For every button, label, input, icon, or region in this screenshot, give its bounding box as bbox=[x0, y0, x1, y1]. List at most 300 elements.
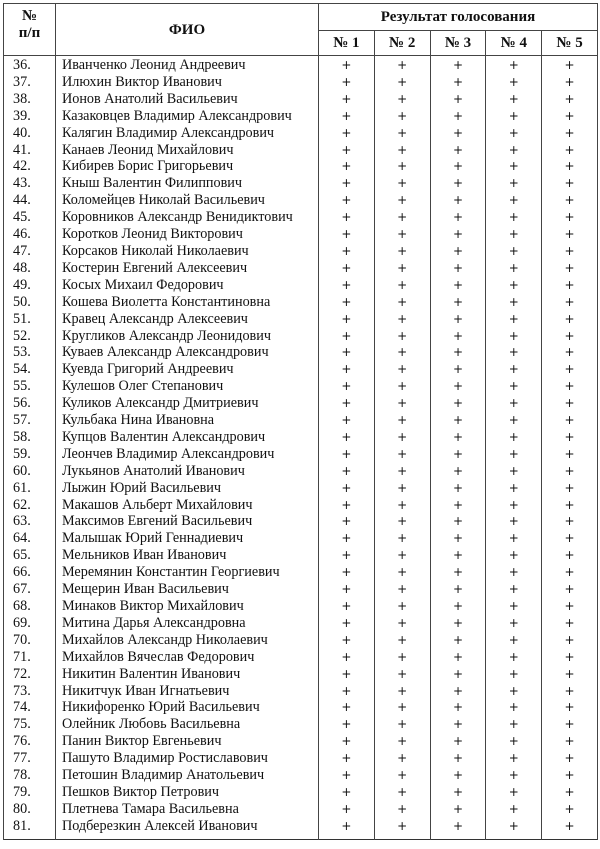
vote-2-mark: + bbox=[374, 328, 430, 345]
vote-5-mark: + bbox=[542, 158, 598, 175]
vote-4-mark: + bbox=[486, 716, 542, 733]
vote-2-mark: + bbox=[374, 649, 430, 666]
vote-1-mark: + bbox=[319, 378, 375, 395]
vote-5-mark: + bbox=[542, 56, 598, 74]
vote-5-mark: + bbox=[542, 412, 598, 429]
vote-4-mark: + bbox=[486, 801, 542, 818]
vote-4-mark: + bbox=[486, 733, 542, 750]
header-vote-1: № 1 bbox=[319, 31, 375, 56]
deputy-name: Никитин Валентин Иванович bbox=[56, 666, 319, 683]
vote-5-mark: + bbox=[542, 530, 598, 547]
voting-results-table bbox=[3, 3, 598, 840]
vote-3-mark: + bbox=[430, 260, 486, 277]
vote-5-mark: + bbox=[542, 699, 598, 716]
header-vote-3: № 3 bbox=[430, 31, 486, 56]
table-row bbox=[4, 497, 598, 514]
vote-4-mark: + bbox=[486, 699, 542, 716]
table-row bbox=[4, 649, 598, 666]
vote-3-mark: + bbox=[430, 750, 486, 767]
row-number: 43. bbox=[4, 175, 56, 192]
vote-4-mark: + bbox=[486, 395, 542, 412]
vote-1-mark: + bbox=[319, 683, 375, 700]
table-row bbox=[4, 530, 598, 547]
row-number: 59. bbox=[4, 446, 56, 463]
vote-1-mark: + bbox=[319, 784, 375, 801]
vote-1-mark: + bbox=[319, 547, 375, 564]
vote-2-mark: + bbox=[374, 564, 430, 581]
vote-5-mark: + bbox=[542, 632, 598, 649]
vote-1-mark: + bbox=[319, 497, 375, 514]
vote-3-mark: + bbox=[430, 530, 486, 547]
vote-3-mark: + bbox=[430, 446, 486, 463]
vote-4-mark: + bbox=[486, 412, 542, 429]
vote-3-mark: + bbox=[430, 497, 486, 514]
vote-5-mark: + bbox=[542, 328, 598, 345]
vote-1-mark: + bbox=[319, 564, 375, 581]
vote-3-mark: + bbox=[430, 311, 486, 328]
vote-2-mark: + bbox=[374, 784, 430, 801]
row-number: 38. bbox=[4, 91, 56, 108]
table-row bbox=[4, 344, 598, 361]
row-number: 39. bbox=[4, 108, 56, 125]
vote-5-mark: + bbox=[542, 463, 598, 480]
row-number: 55. bbox=[4, 378, 56, 395]
vote-5-mark: + bbox=[542, 801, 598, 818]
table-row bbox=[4, 801, 598, 818]
vote-2-mark: + bbox=[374, 632, 430, 649]
deputy-name: Лыжин Юрий Васильевич bbox=[56, 480, 319, 497]
vote-3-mark: + bbox=[430, 683, 486, 700]
vote-4-mark: + bbox=[486, 683, 542, 700]
vote-3-mark: + bbox=[430, 412, 486, 429]
table-row bbox=[4, 615, 598, 632]
vote-5-mark: + bbox=[542, 125, 598, 142]
vote-3-mark: + bbox=[430, 513, 486, 530]
table-row bbox=[4, 666, 598, 683]
vote-1-mark: + bbox=[319, 175, 375, 192]
deputy-name: Кошева Виолетта Константиновна bbox=[56, 294, 319, 311]
row-number: 80. bbox=[4, 801, 56, 818]
vote-3-mark: + bbox=[430, 767, 486, 784]
vote-1-mark: + bbox=[319, 108, 375, 125]
row-number: 60. bbox=[4, 463, 56, 480]
vote-4-mark: + bbox=[486, 615, 542, 632]
vote-5-mark: + bbox=[542, 564, 598, 581]
vote-1-mark: + bbox=[319, 294, 375, 311]
vote-2-mark: + bbox=[374, 581, 430, 598]
vote-1-mark: + bbox=[319, 56, 375, 74]
vote-2-mark: + bbox=[374, 412, 430, 429]
vote-2-mark: + bbox=[374, 547, 430, 564]
table-row bbox=[4, 547, 598, 564]
table-row bbox=[4, 74, 598, 91]
row-number: 68. bbox=[4, 598, 56, 615]
vote-3-mark: + bbox=[430, 666, 486, 683]
vote-3-mark: + bbox=[430, 294, 486, 311]
deputy-name: Пешков Виктор Петрович bbox=[56, 784, 319, 801]
vote-5-mark: + bbox=[542, 361, 598, 378]
row-number: 65. bbox=[4, 547, 56, 564]
row-number: 78. bbox=[4, 767, 56, 784]
table-body bbox=[4, 56, 598, 840]
deputy-name: Илюхин Виктор Иванович bbox=[56, 74, 319, 91]
deputy-name: Никитчук Иван Игнатьевич bbox=[56, 683, 319, 700]
table-row bbox=[4, 480, 598, 497]
vote-2-mark: + bbox=[374, 344, 430, 361]
deputy-name: Пашуто Владимир Ростиславович bbox=[56, 750, 319, 767]
vote-1-mark: + bbox=[319, 395, 375, 412]
vote-4-mark: + bbox=[486, 598, 542, 615]
vote-5-mark: + bbox=[542, 344, 598, 361]
vote-3-mark: + bbox=[430, 733, 486, 750]
vote-1-mark: + bbox=[319, 412, 375, 429]
row-number: 37. bbox=[4, 74, 56, 91]
vote-5-mark: + bbox=[542, 649, 598, 666]
vote-4-mark: + bbox=[486, 142, 542, 159]
deputy-name: Максимов Евгений Васильевич bbox=[56, 513, 319, 530]
vote-4-mark: + bbox=[486, 818, 542, 839]
table-row bbox=[4, 429, 598, 446]
vote-5-mark: + bbox=[542, 666, 598, 683]
vote-3-mark: + bbox=[430, 175, 486, 192]
vote-4-mark: + bbox=[486, 158, 542, 175]
deputy-name: Макашов Альберт Михайлович bbox=[56, 497, 319, 514]
table-row bbox=[4, 733, 598, 750]
vote-1-mark: + bbox=[319, 530, 375, 547]
vote-3-mark: + bbox=[430, 56, 486, 74]
vote-3-mark: + bbox=[430, 649, 486, 666]
vote-4-mark: + bbox=[486, 750, 542, 767]
vote-5-mark: + bbox=[542, 395, 598, 412]
vote-4-mark: + bbox=[486, 547, 542, 564]
vote-4-mark: + bbox=[486, 108, 542, 125]
vote-2-mark: + bbox=[374, 108, 430, 125]
vote-3-mark: + bbox=[430, 547, 486, 564]
row-number: 50. bbox=[4, 294, 56, 311]
vote-3-mark: + bbox=[430, 192, 486, 209]
vote-3-mark: + bbox=[430, 243, 486, 260]
table-row bbox=[4, 750, 598, 767]
table-row bbox=[4, 209, 598, 226]
vote-4-mark: + bbox=[486, 175, 542, 192]
vote-3-mark: + bbox=[430, 716, 486, 733]
vote-2-mark: + bbox=[374, 395, 430, 412]
vote-2-mark: + bbox=[374, 175, 430, 192]
header-row-number bbox=[4, 4, 56, 56]
vote-5-mark: + bbox=[542, 243, 598, 260]
vote-4-mark: + bbox=[486, 784, 542, 801]
vote-1-mark: + bbox=[319, 733, 375, 750]
vote-4-mark: + bbox=[486, 361, 542, 378]
table-row bbox=[4, 699, 598, 716]
deputy-name: Плетнева Тамара Васильевна bbox=[56, 801, 319, 818]
vote-1-mark: + bbox=[319, 91, 375, 108]
vote-5-mark: + bbox=[542, 818, 598, 839]
table-row bbox=[4, 446, 598, 463]
vote-2-mark: + bbox=[374, 91, 430, 108]
vote-5-mark: + bbox=[542, 175, 598, 192]
vote-2-mark: + bbox=[374, 446, 430, 463]
row-number: 62. bbox=[4, 497, 56, 514]
vote-4-mark: + bbox=[486, 513, 542, 530]
vote-3-mark: + bbox=[430, 226, 486, 243]
vote-1-mark: + bbox=[319, 801, 375, 818]
vote-5-mark: + bbox=[542, 429, 598, 446]
table-row bbox=[4, 683, 598, 700]
vote-4-mark: + bbox=[486, 463, 542, 480]
row-number: 63. bbox=[4, 513, 56, 530]
table-row bbox=[4, 395, 598, 412]
vote-5-mark: + bbox=[542, 581, 598, 598]
header-full-name: ФИО bbox=[56, 4, 319, 56]
vote-1-mark: + bbox=[319, 446, 375, 463]
row-number: 40. bbox=[4, 125, 56, 142]
vote-2-mark: + bbox=[374, 530, 430, 547]
deputy-name: Мещерин Иван Васильевич bbox=[56, 581, 319, 598]
deputy-name: Михайлов Вячеслав Федорович bbox=[56, 649, 319, 666]
row-number: 74. bbox=[4, 699, 56, 716]
table-row bbox=[4, 784, 598, 801]
vote-5-mark: + bbox=[542, 277, 598, 294]
row-number: 42. bbox=[4, 158, 56, 175]
deputy-name: Куевда Григорий Андреевич bbox=[56, 361, 319, 378]
deputy-name: Коротков Леонид Викторович bbox=[56, 226, 319, 243]
vote-5-mark: + bbox=[542, 91, 598, 108]
vote-5-mark: + bbox=[542, 547, 598, 564]
vote-1-mark: + bbox=[319, 649, 375, 666]
row-number: 52. bbox=[4, 328, 56, 345]
row-number: 81. bbox=[4, 818, 56, 839]
row-number: 61. bbox=[4, 480, 56, 497]
deputy-name: Митина Дарья Александровна bbox=[56, 615, 319, 632]
table-row bbox=[4, 818, 598, 839]
vote-3-mark: + bbox=[430, 395, 486, 412]
row-number: 58. bbox=[4, 429, 56, 446]
table-row bbox=[4, 91, 598, 108]
vote-4-mark: + bbox=[486, 666, 542, 683]
vote-4-mark: + bbox=[486, 480, 542, 497]
vote-2-mark: + bbox=[374, 209, 430, 226]
row-number: 49. bbox=[4, 277, 56, 294]
row-number: 54. bbox=[4, 361, 56, 378]
deputy-name: Ионов Анатолий Васильевич bbox=[56, 91, 319, 108]
vote-2-mark: + bbox=[374, 598, 430, 615]
header-vote-4: № 4 bbox=[486, 31, 542, 56]
table-row bbox=[4, 716, 598, 733]
table-row bbox=[4, 56, 598, 74]
vote-4-mark: + bbox=[486, 649, 542, 666]
deputy-name: Кныш Валентин Филиппович bbox=[56, 175, 319, 192]
header-voting-result: Результат голосования bbox=[319, 4, 598, 31]
deputy-name: Малышак Юрий Геннадиевич bbox=[56, 530, 319, 547]
table-row bbox=[4, 361, 598, 378]
vote-1-mark: + bbox=[319, 699, 375, 716]
vote-2-mark: + bbox=[374, 666, 430, 683]
header-vote-5: № 5 bbox=[542, 31, 598, 56]
table-row bbox=[4, 192, 598, 209]
vote-1-mark: + bbox=[319, 277, 375, 294]
vote-3-mark: + bbox=[430, 784, 486, 801]
table-row bbox=[4, 564, 598, 581]
vote-3-mark: + bbox=[430, 344, 486, 361]
deputy-name: Леончев Владимир Александрович bbox=[56, 446, 319, 463]
vote-4-mark: + bbox=[486, 125, 542, 142]
table-row bbox=[4, 158, 598, 175]
deputy-name: Калягин Владимир Александрович bbox=[56, 125, 319, 142]
vote-5-mark: + bbox=[542, 784, 598, 801]
deputy-name: Корсаков Николай Николаевич bbox=[56, 243, 319, 260]
vote-3-mark: + bbox=[430, 480, 486, 497]
vote-2-mark: + bbox=[374, 818, 430, 839]
vote-5-mark: + bbox=[542, 192, 598, 209]
vote-5-mark: + bbox=[542, 142, 598, 159]
vote-3-mark: + bbox=[430, 158, 486, 175]
vote-4-mark: + bbox=[486, 429, 542, 446]
vote-5-mark: + bbox=[542, 513, 598, 530]
vote-4-mark: + bbox=[486, 344, 542, 361]
deputy-name: Меремянин Константин Георгиевич bbox=[56, 564, 319, 581]
vote-5-mark: + bbox=[542, 294, 598, 311]
vote-1-mark: + bbox=[319, 361, 375, 378]
vote-2-mark: + bbox=[374, 361, 430, 378]
vote-2-mark: + bbox=[374, 463, 430, 480]
vote-2-mark: + bbox=[374, 142, 430, 159]
deputy-name: Петошин Владимир Анатольевич bbox=[56, 767, 319, 784]
vote-3-mark: + bbox=[430, 125, 486, 142]
table-row bbox=[4, 260, 598, 277]
vote-1-mark: + bbox=[319, 666, 375, 683]
row-number: 79. bbox=[4, 784, 56, 801]
vote-2-mark: + bbox=[374, 767, 430, 784]
vote-3-mark: + bbox=[430, 142, 486, 159]
header-number-abbrev: п/п bbox=[18, 25, 41, 41]
deputy-name: Подберезкин Алексей Иванович bbox=[56, 818, 319, 839]
vote-5-mark: + bbox=[542, 260, 598, 277]
vote-2-mark: + bbox=[374, 513, 430, 530]
deputy-name: Мельников Иван Иванович bbox=[56, 547, 319, 564]
vote-3-mark: + bbox=[430, 91, 486, 108]
row-number: 51. bbox=[4, 311, 56, 328]
vote-4-mark: + bbox=[486, 328, 542, 345]
vote-2-mark: + bbox=[374, 243, 430, 260]
vote-2-mark: + bbox=[374, 683, 430, 700]
row-number: 56. bbox=[4, 395, 56, 412]
vote-2-mark: + bbox=[374, 497, 430, 514]
vote-1-mark: + bbox=[319, 328, 375, 345]
row-number: 45. bbox=[4, 209, 56, 226]
vote-1-mark: + bbox=[319, 260, 375, 277]
deputy-name: Панин Виктор Евгеньевич bbox=[56, 733, 319, 750]
vote-2-mark: + bbox=[374, 750, 430, 767]
deputy-name: Коломейцев Николай Васильевич bbox=[56, 192, 319, 209]
vote-4-mark: + bbox=[486, 192, 542, 209]
table-header bbox=[4, 4, 598, 56]
vote-5-mark: + bbox=[542, 226, 598, 243]
vote-4-mark: + bbox=[486, 564, 542, 581]
row-number: 69. bbox=[4, 615, 56, 632]
vote-2-mark: + bbox=[374, 294, 430, 311]
vote-2-mark: + bbox=[374, 158, 430, 175]
deputy-name: Канаев Леонид Михайлович bbox=[56, 142, 319, 159]
vote-3-mark: + bbox=[430, 463, 486, 480]
vote-2-mark: + bbox=[374, 125, 430, 142]
vote-1-mark: + bbox=[319, 142, 375, 159]
vote-4-mark: + bbox=[486, 581, 542, 598]
vote-4-mark: + bbox=[486, 632, 542, 649]
deputy-name: Куваев Александр Александрович bbox=[56, 344, 319, 361]
vote-1-mark: + bbox=[319, 480, 375, 497]
header-number-symbol: № bbox=[21, 8, 38, 24]
vote-3-mark: + bbox=[430, 277, 486, 294]
vote-2-mark: + bbox=[374, 311, 430, 328]
table-row bbox=[4, 226, 598, 243]
deputy-name: Кулешов Олег Степанович bbox=[56, 378, 319, 395]
vote-1-mark: + bbox=[319, 767, 375, 784]
vote-4-mark: + bbox=[486, 226, 542, 243]
vote-3-mark: + bbox=[430, 615, 486, 632]
table-row bbox=[4, 277, 598, 294]
vote-1-mark: + bbox=[319, 598, 375, 615]
vote-3-mark: + bbox=[430, 74, 486, 91]
row-number: 76. bbox=[4, 733, 56, 750]
vote-5-mark: + bbox=[542, 74, 598, 91]
row-number: 44. bbox=[4, 192, 56, 209]
deputy-name: Никифоренко Юрий Васильевич bbox=[56, 699, 319, 716]
row-number: 47. bbox=[4, 243, 56, 260]
vote-3-mark: + bbox=[430, 429, 486, 446]
vote-4-mark: + bbox=[486, 446, 542, 463]
vote-5-mark: + bbox=[542, 311, 598, 328]
vote-5-mark: + bbox=[542, 615, 598, 632]
vote-5-mark: + bbox=[542, 716, 598, 733]
vote-3-mark: + bbox=[430, 209, 486, 226]
deputy-name: Кравец Александр Алексеевич bbox=[56, 311, 319, 328]
vote-3-mark: + bbox=[430, 581, 486, 598]
table-row bbox=[4, 767, 598, 784]
deputy-name: Казаковцев Владимир Александрович bbox=[56, 108, 319, 125]
row-number: 71. bbox=[4, 649, 56, 666]
vote-3-mark: + bbox=[430, 699, 486, 716]
vote-1-mark: + bbox=[319, 226, 375, 243]
vote-4-mark: + bbox=[486, 497, 542, 514]
vote-1-mark: + bbox=[319, 615, 375, 632]
vote-3-mark: + bbox=[430, 378, 486, 395]
vote-3-mark: + bbox=[430, 328, 486, 345]
deputy-name: Михайлов Александр Николаевич bbox=[56, 632, 319, 649]
vote-1-mark: + bbox=[319, 344, 375, 361]
vote-2-mark: + bbox=[374, 733, 430, 750]
vote-4-mark: + bbox=[486, 294, 542, 311]
vote-4-mark: + bbox=[486, 243, 542, 260]
row-number: 75. bbox=[4, 716, 56, 733]
vote-4-mark: + bbox=[486, 260, 542, 277]
vote-3-mark: + bbox=[430, 108, 486, 125]
deputy-name: Минаков Виктор Михайлович bbox=[56, 598, 319, 615]
vote-1-mark: + bbox=[319, 243, 375, 260]
table-row bbox=[4, 378, 598, 395]
vote-5-mark: + bbox=[542, 209, 598, 226]
vote-3-mark: + bbox=[430, 818, 486, 839]
vote-4-mark: + bbox=[486, 277, 542, 294]
vote-5-mark: + bbox=[542, 480, 598, 497]
table-row bbox=[4, 108, 598, 125]
vote-5-mark: + bbox=[542, 683, 598, 700]
header-vote-2: № 2 bbox=[374, 31, 430, 56]
deputy-name: Костерин Евгений Алексеевич bbox=[56, 260, 319, 277]
vote-2-mark: + bbox=[374, 56, 430, 74]
vote-1-mark: + bbox=[319, 192, 375, 209]
vote-1-mark: + bbox=[319, 429, 375, 446]
